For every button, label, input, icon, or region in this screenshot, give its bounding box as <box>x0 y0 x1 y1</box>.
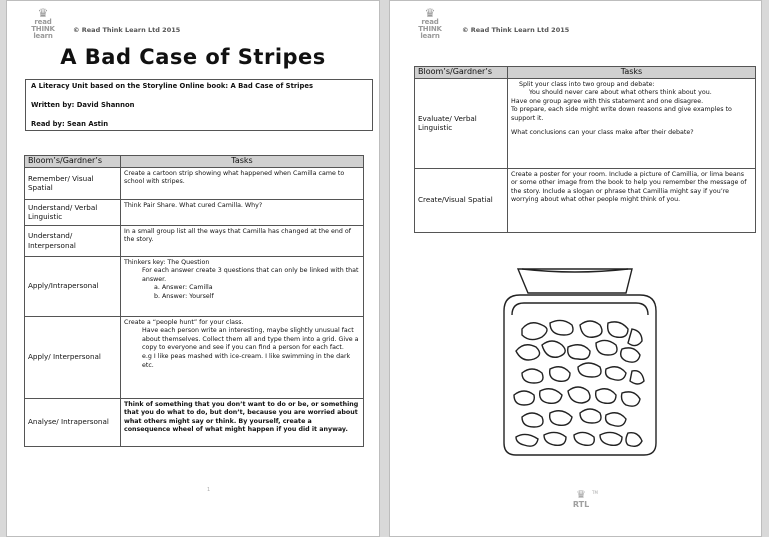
rtl-footer-logo: ♛ RTL <box>570 489 592 509</box>
column-header-blooms: Bloom’s/Gardner’s <box>415 67 508 79</box>
jar-body <box>504 295 656 455</box>
jellybean-jar-illustration <box>500 263 660 459</box>
rtl-logo: ♛ read THINK learn <box>31 6 55 40</box>
table-row: Create/Visual Spatial Create a poster for your room. Include a picture of Camillia, or lima beans or some other image from the book to help you remember the message of the story. Include a slogan or phrase that Camillia might say if you’re worrying about what other people might think of you. <box>415 168 756 232</box>
trademark-mark: TM <box>592 490 598 495</box>
crown-icon: ♛ <box>424 6 436 20</box>
column-header-tasks: Tasks <box>121 156 364 168</box>
jellybeans <box>514 320 644 446</box>
document-page-1 <box>6 0 380 537</box>
table-row: Analyse/ Intrapersonal Think of something that you don’t want to do or be, or something that you do what to do, but don’t, because you are worried about what others might say or think. By yourself, create a consequence wheel of what might happen if you did it anyway. <box>25 398 364 446</box>
copyright-text: © Read Think Learn Ltd 2015 <box>462 26 570 34</box>
table-row: Remember/ Visual Spatial Create a cartoon strip showing what happened when Camilla came to school with stripes. <box>25 167 364 199</box>
table-row: Understand/ Interpersonal In a small group list all the ways that Camilla has changed at the end of the story. <box>25 225 364 256</box>
crown-icon: ♛ <box>576 488 586 501</box>
tasks-table <box>414 66 756 233</box>
tasks-table <box>24 155 364 447</box>
book-info-box <box>25 79 373 131</box>
document-page-2 <box>389 0 762 537</box>
page-number: 1 <box>207 487 211 493</box>
table-row: Apply/Intrapersonal Thinkers key: The Question For each answer create 3 questions that can only be linked with that answer. a. Answer: Camilla b. Answer: Yourself <box>25 256 364 316</box>
crown-icon: ♛ <box>37 6 49 20</box>
copyright-text: © Read Think Learn Ltd 2015 <box>73 26 181 34</box>
page-title: A Bad Case of Stripes <box>60 45 326 69</box>
reader-line: Read by: Sean Astin <box>31 120 109 128</box>
rtl-logo: ♛ read THINK learn <box>418 6 442 40</box>
table-row: Evaluate/ Verbal Linguistic Split your class into two group and debate: You should never care about what others think about you. Have one group agree with this statement and one disagree. To prepare, each side might write down reasons and give examples to support it. What conclusions can your class make after their debate? <box>415 78 756 168</box>
author-line: Written by: David Shannon <box>31 101 135 109</box>
column-header-tasks: Tasks <box>508 67 756 79</box>
table-row: Understand/ Verbal Linguistic Think Pair Share. What cured Camilla. Why? <box>25 199 364 225</box>
unit-description: A Literacy Unit based on the Storyline Online book: A Bad Case of Stripes <box>31 82 314 90</box>
column-header-blooms: Bloom’s/Gardner’s <box>25 156 121 168</box>
table-row: Apply/ Interpersonal Create a “people hunt” for your class. Have each person write an interesting, maybe slightly unusual fact about themselves. Collect them all and type them into a grid. Give a copy to everyone and see if you can find a person for each fact. e.g I like peas mashed with ice-cream. I like swimming in the dark etc. <box>25 316 364 398</box>
